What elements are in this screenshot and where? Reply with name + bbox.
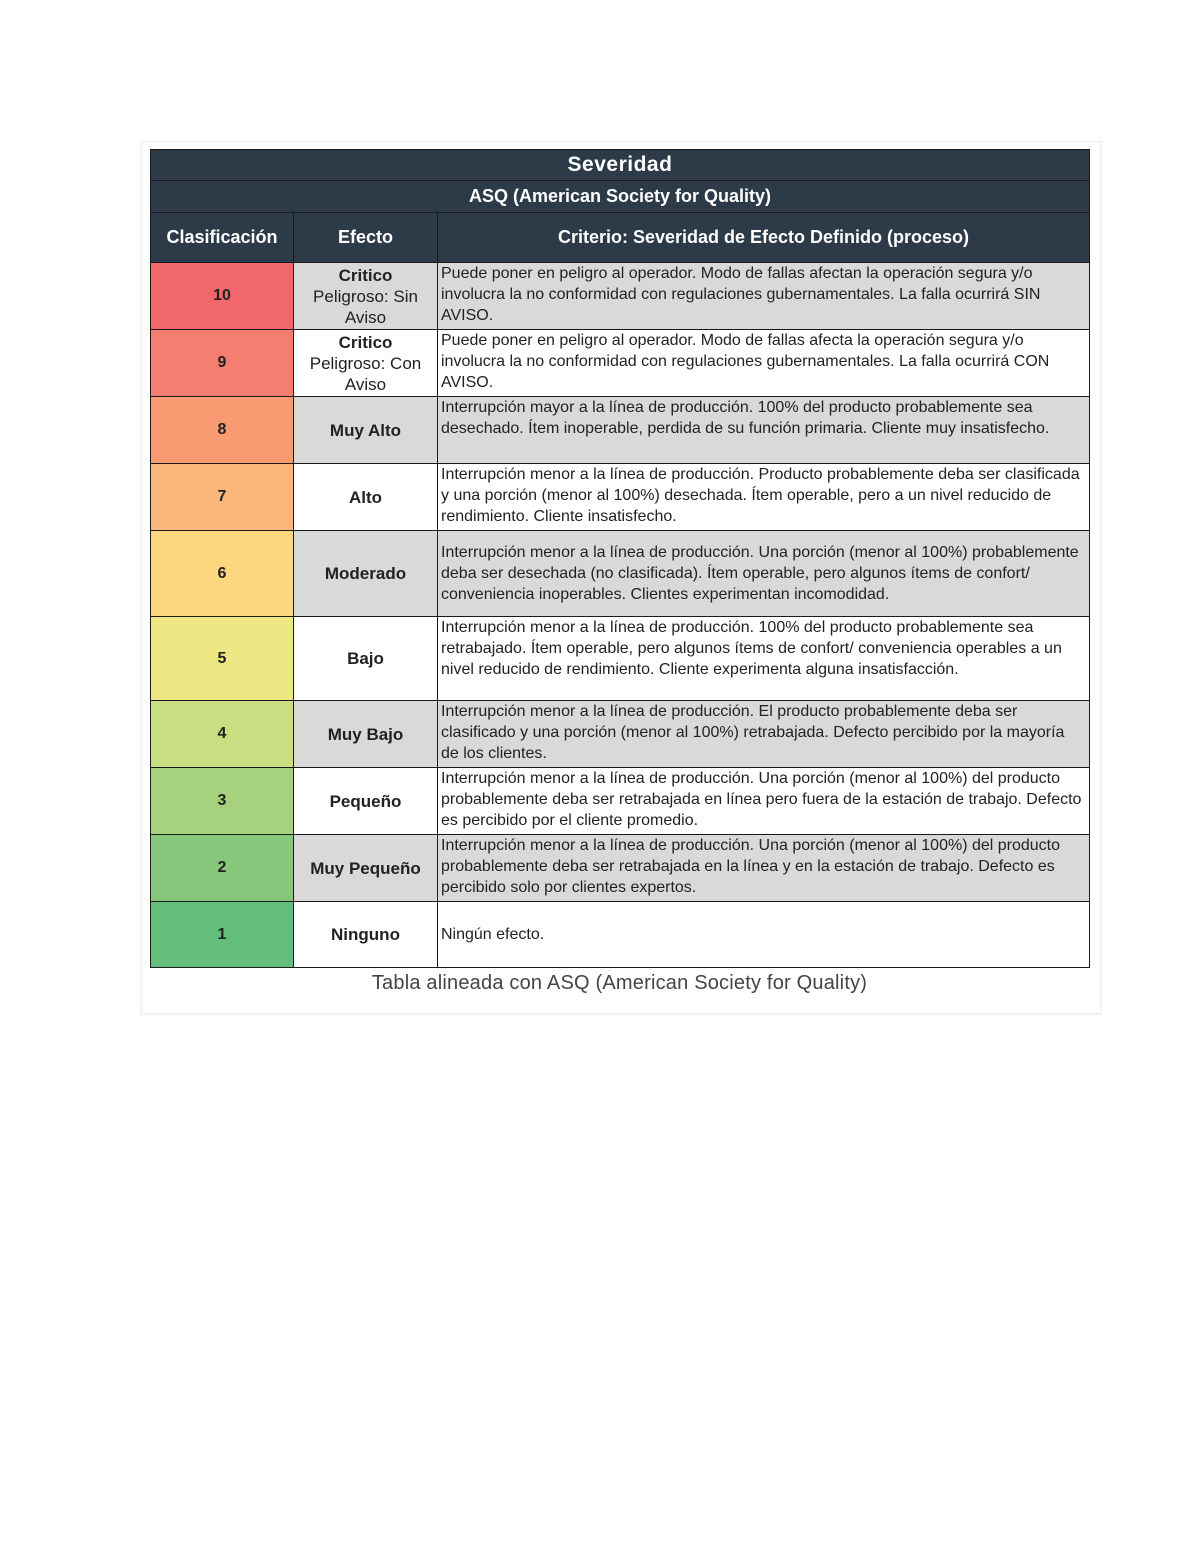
effect-cell <box>294 464 438 531</box>
table-row <box>151 768 1090 835</box>
table-row <box>151 531 1090 617</box>
severity-table <box>150 149 1090 968</box>
effect-cell <box>294 617 438 701</box>
effect-label: Muy Bajo <box>327 724 404 744</box>
table-row <box>151 330 1090 397</box>
column-header-criteria: Criterio: Severidad de Efecto Definido (proceso) <box>438 213 1090 263</box>
table-row <box>151 263 1090 330</box>
effect-label: Alto <box>348 487 383 507</box>
effect-label: Muy Pequeño <box>310 858 421 878</box>
effect-cell <box>294 768 438 835</box>
figure-caption: Tabla alineada con ASQ (American Society for Quality) <box>371 972 868 994</box>
table-row <box>151 902 1090 968</box>
effect-cell <box>294 902 438 968</box>
table-row <box>151 617 1090 701</box>
effect-cell <box>294 701 438 768</box>
criteria-cell: Puede poner en peligro al operador. Modo de fallas afecta la operación segura y/o involucra la no conformidad con regulaciones gubernamentales. La falla ocurrirá CON AVISO. <box>438 330 1090 397</box>
column-header-effect: Efecto <box>294 213 438 263</box>
table-row <box>151 835 1090 902</box>
criteria-cell: Interrupción mayor a la línea de producción. 100% del producto probablemente sea desechado. Ítem inoperable, perdida de su función primaria. Cliente muy insatisfecho. <box>438 397 1090 464</box>
table-row <box>151 464 1090 531</box>
effect-label: Moderado <box>324 564 407 583</box>
table-subtitle: ASQ (American Society for Quality) <box>151 181 1090 213</box>
criteria-cell: Interrupción menor a la línea de producción. Una porción (menor al 100%) probablemente deba ser desechada (no clasificada). Ítem operable, pero algunos ítems de confort/ conveniencia inoperables. Clientes experimentan incomodidad. <box>438 531 1090 617</box>
effect-cell <box>294 397 438 464</box>
effect-label: Critico <box>338 332 393 352</box>
effect-cell <box>294 330 438 397</box>
rank-cell: 7 <box>151 464 294 531</box>
rank-cell: 6 <box>151 531 294 617</box>
rank-cell: 2 <box>151 835 294 902</box>
effect-label: Muy Alto <box>329 420 402 440</box>
effect-cell <box>294 263 438 330</box>
effect-label: Bajo <box>347 649 384 668</box>
effect-label: Ninguno <box>331 925 400 944</box>
rank-cell: 4 <box>151 701 294 768</box>
rank-cell: 8 <box>151 397 294 464</box>
criteria-cell: Interrupción menor a la línea de producción. Producto probablemente deba ser clasificada y una porción (menor al 100%) desechada. Ítem operable, pero a un nivel reducido de rendimiento. Cliente insatisfecho. <box>438 464 1090 531</box>
criteria-cell: Puede poner en peligro al operador. Modo de fallas afectan la operación segura y/o involucra la no conformidad con regulaciones gubernamentales. La falla ocurrirá SIN AVISO. <box>438 263 1090 330</box>
column-header-rank: Clasificación <box>151 213 294 263</box>
effect-label: Pequeño <box>329 791 402 811</box>
table-row <box>151 397 1090 464</box>
rank-cell: 1 <box>151 902 294 968</box>
effect-label: Critico <box>338 265 393 285</box>
rank-cell: 9 <box>151 330 294 397</box>
criteria-cell: Interrupción menor a la línea de producción. Una porción (menor al 100%) del producto probablemente deba ser retrabajada en la línea y en la estación de trabajo. Defecto es percibido solo por clientes expertos. <box>438 835 1090 902</box>
criteria-cell: Interrupción menor a la línea de producción. El producto probablemente deba ser clasificado y una porción (menor al 100%) retrabajada. Defecto percibido por la mayoría de los clientes. <box>438 701 1090 768</box>
table-title: Severidad <box>151 150 1090 181</box>
criteria-cell: Interrupción menor a la línea de producción. Una porción (menor al 100%) del producto probablemente deba ser retrabajada en línea pero fuera de la estación de trabajo. Defecto es percibido por el cliente promedio. <box>438 768 1090 835</box>
rank-cell: 3 <box>151 768 294 835</box>
table-row <box>151 701 1090 768</box>
effect-sublabel: Peligroso: Sin Aviso <box>313 286 418 327</box>
criteria-cell: Ningún efecto. <box>438 902 1090 968</box>
criteria-cell: Interrupción menor a la línea de producción. 100% del producto probablemente sea retrabajado. Ítem operable, pero algunos ítems de confort/ conveniencia operables a un nivel reducido de rendimiento. Cliente experimenta alguna insatisfacción. <box>438 617 1090 701</box>
rank-cell: 5 <box>151 617 294 701</box>
effect-cell <box>294 531 438 617</box>
effect-cell <box>294 835 438 902</box>
rank-cell: 10 <box>151 263 294 330</box>
effect-sublabel: Peligroso: Con Aviso <box>309 353 422 394</box>
